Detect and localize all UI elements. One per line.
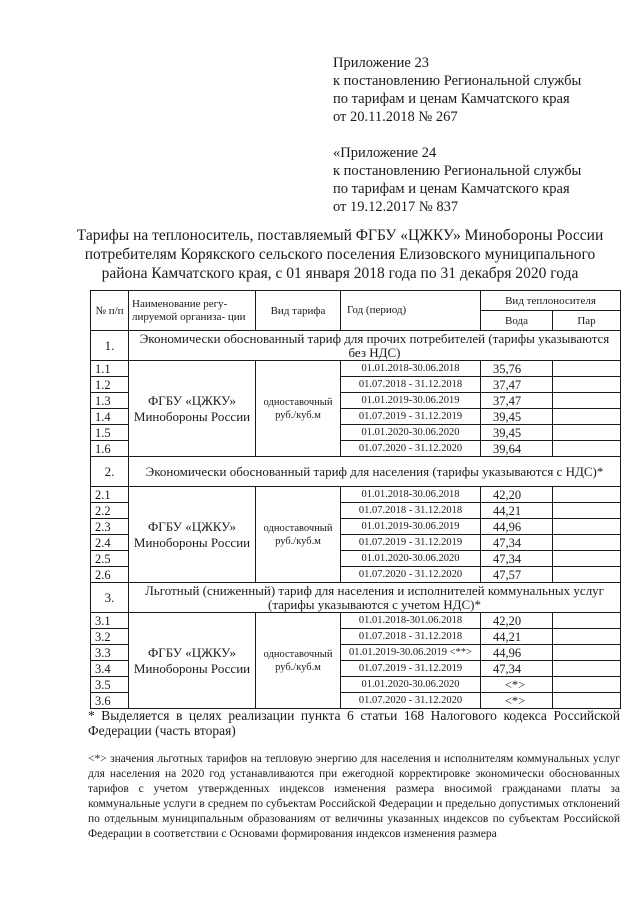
water-tariff-cell: 42,20 xyxy=(481,613,553,629)
water-tariff-cell: 39,45 xyxy=(481,425,553,441)
period-cell: 01.07.2019 - 31.12.2019 xyxy=(341,409,481,425)
water-tariff-cell: 39,64 xyxy=(481,441,553,457)
tariff-table xyxy=(90,290,621,709)
appendix-line: от 19.12.2017 № 837 xyxy=(333,199,459,215)
section-title: Экономически обоснованный тариф для прочих потребителей (тарифы указываются без НДС) xyxy=(129,331,621,361)
title-line: Тарифы на теплоноситель, поставляемый ФГБУ «ЦЖКУ» Минобороны России xyxy=(76,227,604,244)
table-row xyxy=(91,613,621,629)
row-number: 3.1 xyxy=(91,613,129,629)
steam-tariff-cell xyxy=(553,425,621,441)
period-cell: 01.01.2020-30.06.2020 xyxy=(341,425,481,441)
water-tariff-cell: <*> xyxy=(481,677,553,693)
steam-tariff-cell xyxy=(553,409,621,425)
appendix-line: к постановлению Региональной службы xyxy=(333,163,582,179)
steam-tariff-cell xyxy=(553,361,621,377)
row-number: 3.3 xyxy=(91,645,129,661)
row-number: 1.3 xyxy=(91,393,129,409)
section-number: 1. xyxy=(91,331,129,361)
header-period: Год (период) xyxy=(341,291,481,331)
section-header-row xyxy=(91,583,621,613)
table-row xyxy=(91,487,621,503)
steam-tariff-cell xyxy=(553,613,621,629)
water-tariff-cell: 44,21 xyxy=(481,629,553,645)
appendix-line: по тарифам и ценам Камчатского края xyxy=(333,91,570,107)
header-num: № п/п xyxy=(91,291,129,331)
period-cell: 01.07.2019 - 31.12.2019 xyxy=(341,535,481,551)
steam-tariff-cell xyxy=(553,535,621,551)
appendix-line: по тарифам и ценам Камчатского края xyxy=(333,181,570,197)
period-cell: 01.07.2018 - 31.12.2018 xyxy=(341,377,481,393)
title-line: потребителям Корякского сельского поселения Елизовского муниципального xyxy=(84,246,596,263)
steam-tariff-cell xyxy=(553,677,621,693)
appendix-line: Приложение 23 xyxy=(333,55,429,71)
organization-cell: ФГБУ «ЦЖКУ» Минобороны России xyxy=(129,487,256,583)
water-tariff-cell: 44,21 xyxy=(481,503,553,519)
header-org: Наименование регу- лируемой организа- ции xyxy=(129,291,256,331)
steam-tariff-cell xyxy=(553,661,621,677)
appendix-line: от 20.11.2018 № 267 xyxy=(333,109,458,125)
steam-tariff-cell xyxy=(553,503,621,519)
tariff-kind-cell: одноставочный руб./куб.м xyxy=(256,613,341,709)
section-title: Экономически обоснованный тариф для населения (тарифы указываются с НДС)* xyxy=(129,457,621,487)
row-number: 3.4 xyxy=(91,661,129,677)
row-number: 3.2 xyxy=(91,629,129,645)
section-title: Льготный (сниженный) тариф для населения и исполнителей коммунальных услуг (тарифы указываются с учетом НДС)* xyxy=(129,583,621,613)
header-steam: Пар xyxy=(553,311,621,331)
row-number: 1.1 xyxy=(91,361,129,377)
row-number: 2.5 xyxy=(91,551,129,567)
document-title xyxy=(60,226,620,283)
row-number: 1.4 xyxy=(91,409,129,425)
table-row xyxy=(91,361,621,377)
water-tariff-cell: 47,34 xyxy=(481,551,553,567)
tariff-kind-cell: одноставочный руб./куб.м xyxy=(256,487,341,583)
row-number: 3.6 xyxy=(91,693,129,709)
row-number: 2.2 xyxy=(91,503,129,519)
steam-tariff-cell xyxy=(553,487,621,503)
period-cell: 01.07.2020 - 31.12.2020 xyxy=(341,567,481,583)
organization-cell: ФГБУ «ЦЖКУ» Минобороны России xyxy=(129,613,256,709)
header-kind: Вид тарифа xyxy=(256,291,341,331)
period-cell: 01.07.2018 - 31.12.2018 xyxy=(341,629,481,645)
appendix-line: «Приложение 24 xyxy=(333,145,437,161)
title-line: района Камчатского края, с 01 января 2018 года по 31 декабря 2020 года xyxy=(101,265,579,282)
steam-tariff-cell xyxy=(553,519,621,535)
water-tariff-cell: 35,76 xyxy=(481,361,553,377)
water-tariff-cell: 37,47 xyxy=(481,393,553,409)
water-tariff-cell: 47,57 xyxy=(481,567,553,583)
row-number: 2.4 xyxy=(91,535,129,551)
section-header-row xyxy=(91,457,621,487)
header-carrier: Вид теплоносителя xyxy=(481,291,621,311)
tariff-kind-cell: одноставочный руб./куб.м xyxy=(256,361,341,457)
water-tariff-cell: 47,34 xyxy=(481,535,553,551)
appendix-line: к постановлению Региональной службы xyxy=(333,73,582,89)
row-number: 2.1 xyxy=(91,487,129,503)
period-cell: 01.07.2020 - 31.12.2020 xyxy=(341,693,481,709)
steam-tariff-cell xyxy=(553,441,621,457)
organization-cell: ФГБУ «ЦЖКУ» Минобороны России xyxy=(129,361,256,457)
row-number: 1.5 xyxy=(91,425,129,441)
footnote-vat: * Выделяется в целях реализации пункта 6 статьи 168 Налогового кодекса Российской Федерации (часть вторая) xyxy=(88,708,620,738)
water-tariff-cell: 42,20 xyxy=(481,487,553,503)
steam-tariff-cell xyxy=(553,693,621,709)
period-cell: 01.01.2019-30.06.2019 <**> xyxy=(341,645,481,661)
table-header-row xyxy=(91,291,621,311)
section-header-row xyxy=(91,331,621,361)
steam-tariff-cell xyxy=(553,377,621,393)
water-tariff-cell: 44,96 xyxy=(481,519,553,535)
appendix-header-24 xyxy=(333,144,581,216)
period-cell: 01.01.2018-30.06.2018 xyxy=(341,487,481,503)
period-cell: 01.01.2018-30.06.2018 xyxy=(341,361,481,377)
section-number: 3. xyxy=(91,583,129,613)
steam-tariff-cell xyxy=(553,629,621,645)
period-cell: 01.01.2020-30.06.2020 xyxy=(341,551,481,567)
period-cell: 01.01.2018-301.06.2018 xyxy=(341,613,481,629)
water-tariff-cell: 37,47 xyxy=(481,377,553,393)
period-cell: 01.07.2018 - 31.12.2018 xyxy=(341,503,481,519)
water-tariff-cell: 39,45 xyxy=(481,409,553,425)
steam-tariff-cell xyxy=(553,645,621,661)
period-cell: 01.01.2020-30.06.2020 xyxy=(341,677,481,693)
water-tariff-cell: 44,96 xyxy=(481,645,553,661)
appendix-header-23 xyxy=(333,54,581,126)
row-number: 1.2 xyxy=(91,377,129,393)
water-tariff-cell: 47,34 xyxy=(481,661,553,677)
row-number: 3.5 xyxy=(91,677,129,693)
row-number: 2.6 xyxy=(91,567,129,583)
steam-tariff-cell xyxy=(553,567,621,583)
period-cell: 01.07.2019 - 31.12.2019 xyxy=(341,661,481,677)
section-number: 2. xyxy=(91,457,129,487)
period-cell: 01.01.2019-30.06.2019 xyxy=(341,393,481,409)
period-cell: 01.01.2019-30.06.2019 xyxy=(341,519,481,535)
header-water: Вода xyxy=(481,311,553,331)
water-tariff-cell: <*> xyxy=(481,693,553,709)
row-number: 1.6 xyxy=(91,441,129,457)
row-number: 2.3 xyxy=(91,519,129,535)
footnote-preferential: <*> значения льготных тарифов на тепловую энергию для населения и исполнителям коммунальных услуг для населения на 2020 год устанавливаются при ежегодной корректировке экономически обоснованных тарифов с учетом утвержденных индексов изменения размера вносимой гражданами платы за коммунальные услуги в среднем по субъектам Российской Федерации и предельно допустимых отклонений по отдельным муниципальным образованиям от величины указанных индексов по субъектам Российской Федерации в соответствии с Основами формирования индексов изменения размера xyxy=(88,753,620,840)
steam-tariff-cell xyxy=(553,551,621,567)
period-cell: 01.07.2020 - 31.12.2020 xyxy=(341,441,481,457)
steam-tariff-cell xyxy=(553,393,621,409)
